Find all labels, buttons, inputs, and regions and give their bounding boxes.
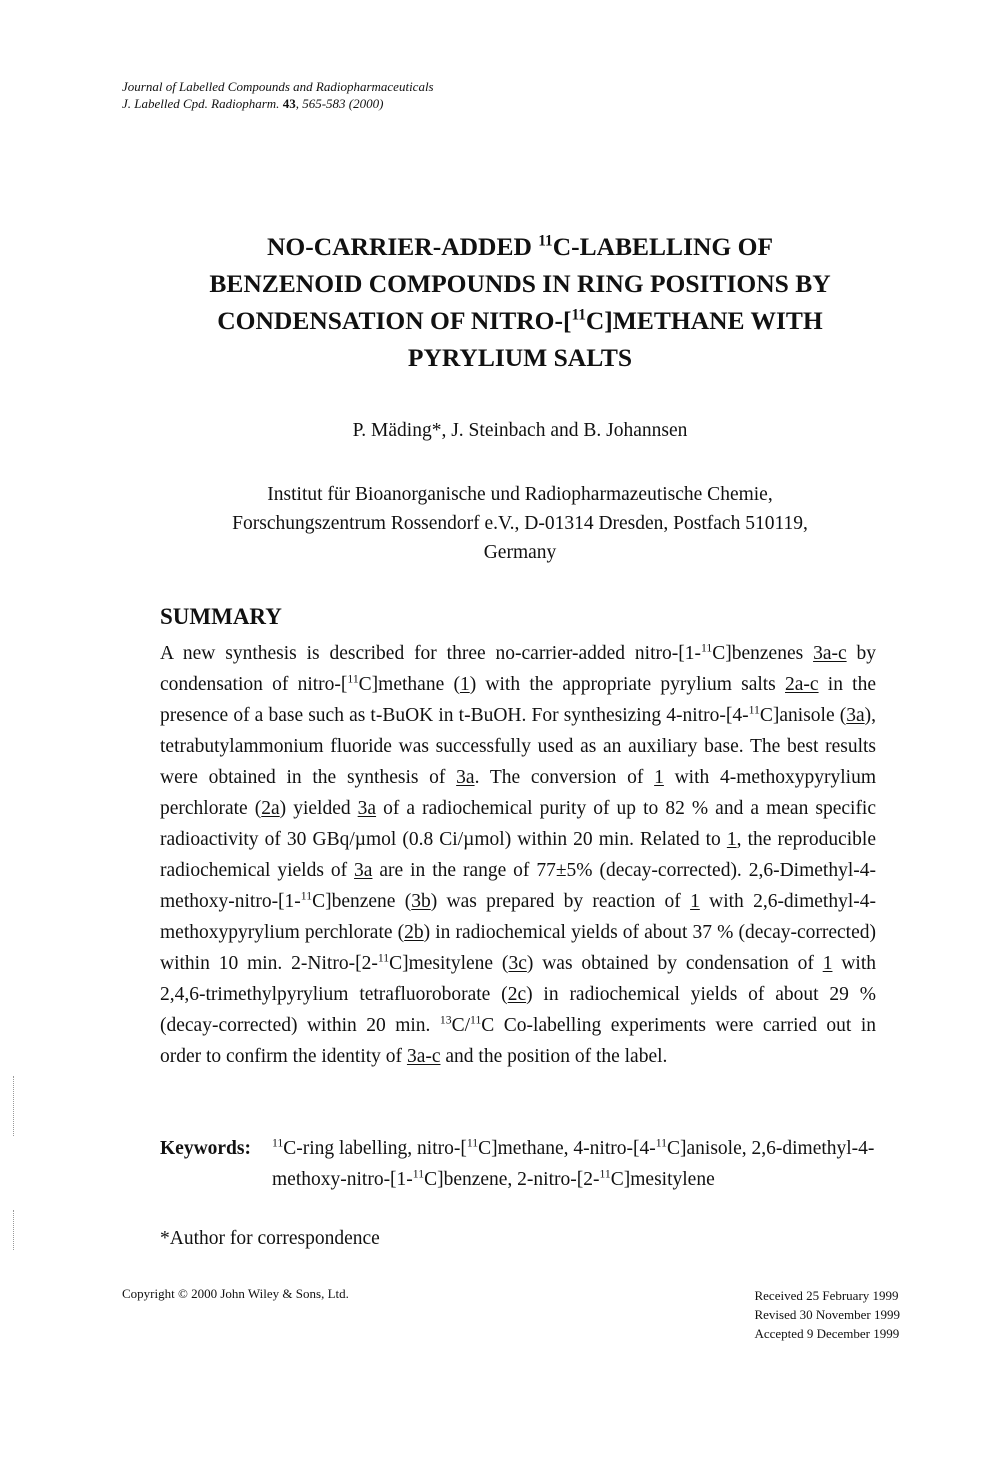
keywords-text: $^{11}$C-ring labelling, nitro-[$^{11}$C]methane, 4-nitro-[4-$^{11}$C]anisole, 2,6-dimethyl-4-methoxy-nitro-[1-$^{11}$C]benzene, 2-nitro-[2-$^{11}$C]mesitylene xyxy=(272,1136,875,1190)
title-line-2: BENZENOID COMPOUNDS IN RING POSITIONS BY xyxy=(209,269,831,298)
compound-ref: 3c xyxy=(508,953,527,974)
compound-ref: 1 xyxy=(654,767,664,788)
compound-ref: 1 xyxy=(822,953,833,974)
author-list: P. Mäding*, J. Steinbach and B. Johannsen xyxy=(352,420,688,441)
compound-ref: 3a xyxy=(357,798,377,819)
keywords-label: Keywords: xyxy=(160,1138,251,1159)
compound-ref: 1 xyxy=(690,891,700,912)
compound-ref: 2c xyxy=(507,984,527,1005)
compound-ref: 1 xyxy=(726,829,737,850)
compound-ref: 1 xyxy=(459,674,470,695)
submission-dates xyxy=(754,1286,900,1343)
scan-artifact xyxy=(13,1210,16,1250)
journal-citation: J. Labelled Cpd. Radiopharm. 43, 565-583 (2000) xyxy=(122,96,384,111)
affiliation: Institut für Bioanorganische und Radiopharmazeutische Chemie, Forschungszentrum Rossendorf e.V., D-01314 Dresden, Postfach 510119, Germany xyxy=(232,484,808,563)
title-line-1: NO-CARRIER-ADDED $^{11}$C-LABELLING OF xyxy=(266,232,774,261)
summary-heading: SUMMARY xyxy=(160,604,282,629)
compound-ref: 2b xyxy=(404,922,424,943)
paper-title xyxy=(150,228,890,376)
scan-artifact xyxy=(13,1076,16,1136)
keywords xyxy=(160,1133,890,1195)
compound-ref: 3a-c xyxy=(813,643,847,664)
copyright: Copyright © 2000 John Wiley & Sons, Ltd. xyxy=(122,1286,349,1301)
journal-header xyxy=(122,78,434,112)
title-line-3: CONDENSATION OF NITRO-[$^{11}$C]METHANE WITH xyxy=(217,306,823,335)
received-date: Received 25 February 1999 xyxy=(754,1288,899,1303)
title-line-4: PYRYLIUM SALTS xyxy=(407,343,633,372)
compound-ref: 3a-c xyxy=(406,1046,441,1067)
journal-name: Journal of Labelled Compounds and Radiopharmaceuticals xyxy=(122,79,434,94)
revised-date: Revised 30 November 1999 xyxy=(754,1307,900,1322)
compound-ref: 2a xyxy=(261,798,280,819)
compound-ref: 2a-c xyxy=(785,674,819,695)
correspondence-note: *Author for correspondence xyxy=(160,1228,380,1249)
compound-ref: 3a xyxy=(846,705,865,726)
compound-ref: 3b xyxy=(411,891,431,912)
compound-ref: 3a xyxy=(354,860,373,881)
summary-text: A new synthesis is described for three no-carrier-added nitro-[1-$^{11}$C]benzenes 3a-c by condensation of nitro-[$^{11}$C]methane (1) with the appropriate pyrylium salts 2a-c in the presence of a base such as t-BuOK in t-BuOH. For synthesizing 4-nitro-[4-$^{11}$C]anisole (3a), tetrabutylammonium fluoride was successfully used as an auxiliary base. The best results were obtained in the synthesis of 3a. The conversion of 1 with 4-methoxypyrylium perchlorate (2a) yielded 3a of a radiochemical purity of up to 82 % and a mean specific radioactivity of 30 GBq/µmol (0.8 Ci/µmol) within 20 min. Related to 1, the reproducible radiochemical yields of 3a are in the range of 77±5% (decay-corrected). 2,6-Dimethyl-4-methoxy-nitro-[1-$^{11}$C]benzene (3b) was prepared by reaction of 1 with 2,6-dimethyl-4-methoxypyrylium perchlorate (2b) in radiochemical yields of about 37 % (decay-corrected) within 10 min. 2-Nitro-[2-$^{11}$C]mesitylene (3c) was obtained by condensation of 1 with 2,4,6-trimethylpyrylium tetrafluoroborate (2c) in radiochemical yields of about 29 % (decay-corrected) within 20 min. $^{13}$C/$^{11}$C Co-labelling experiments were carried out in order to confirm the identity of 3a-c and the position of the label. xyxy=(160,641,877,1067)
accepted-date: Accepted 9 December 1999 xyxy=(754,1326,900,1341)
compound-ref: 3a xyxy=(456,767,475,788)
